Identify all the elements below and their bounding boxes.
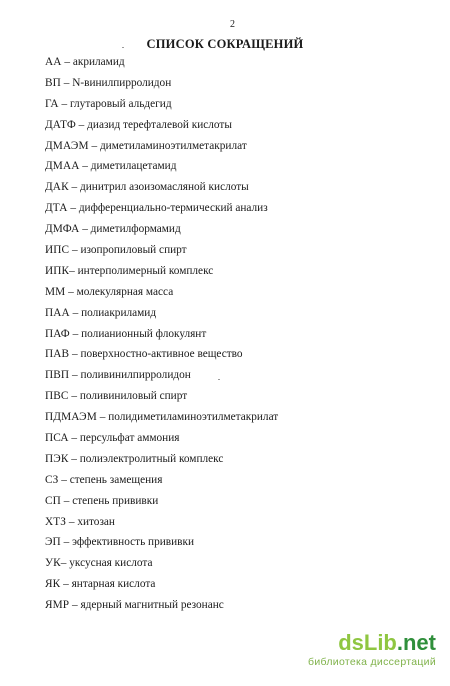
abbreviation-definition: поливиниловый спирт [79, 390, 188, 403]
abbreviation-definition: дифференциально-термический анализ [78, 202, 268, 215]
abbreviation-term: УК [45, 557, 61, 570]
abbreviation-term: ДАТФ [45, 118, 76, 131]
abbreviation-item [45, 556, 278, 577]
abbreviation-item [45, 306, 278, 327]
abbreviation-dash: – [60, 557, 70, 570]
abbreviation-definition: полиэлектролитный комплекс [79, 452, 224, 465]
abbreviation-item [45, 285, 278, 306]
abbreviation-term: ПВП [45, 369, 70, 382]
abbreviation-item [45, 473, 278, 494]
abbreviation-term: ЯМР [45, 599, 70, 612]
abbreviation-dash: – [79, 223, 91, 236]
abbreviation-term: ИПК [45, 264, 70, 277]
abbreviation-term: ПЭК [45, 452, 69, 465]
watermark-logo-part1: dsLib [338, 630, 397, 655]
page-number: 2 [230, 19, 235, 30]
abbreviation-definition: янтарная кислота [71, 578, 156, 591]
abbreviation-item [45, 243, 278, 264]
abbreviation-item [45, 55, 278, 76]
abbreviation-item [45, 118, 278, 139]
abbreviation-item [45, 389, 278, 410]
abbreviation-term: ДМАА [45, 160, 80, 173]
abbreviation-term: ДМАЭМ [45, 139, 89, 152]
abbreviation-definition: полианионный флокулянт [81, 327, 207, 340]
abbreviation-item [45, 535, 278, 556]
abbreviation-item [45, 431, 278, 452]
abbreviation-term: ДМФА [45, 223, 80, 236]
abbreviation-term: ПАФ [45, 327, 70, 340]
abbreviation-term: ВП [45, 76, 61, 89]
abbreviation-dash: – [60, 494, 73, 507]
abbreviation-item [45, 327, 278, 348]
abbreviation-dash: – [60, 536, 73, 549]
abbreviation-item [45, 76, 278, 97]
abbreviation-term: ПАВ [45, 348, 70, 361]
abbreviation-definition: молекулярная масса [76, 285, 174, 298]
abbreviation-definition: ядерный магнитный резонанс [80, 599, 224, 612]
abbreviation-dash: – [96, 411, 109, 424]
abbreviation-term: СЗ [45, 473, 59, 486]
abbreviation-definition: N-винилпирролидон [72, 76, 172, 89]
abbreviation-definition: диметиламиноэтилметакрилат [99, 139, 247, 152]
abbreviation-term: ПАА [45, 306, 70, 319]
abbreviation-definition: хитозан [77, 515, 115, 528]
abbreviation-item [45, 452, 278, 473]
abbreviation-item [45, 577, 278, 598]
abbreviation-item [45, 180, 278, 201]
abbreviation-dash: – [67, 202, 79, 215]
abbreviation-dash: – [88, 139, 100, 152]
abbreviation-definition: акриламид [72, 56, 125, 68]
abbreviation-item [45, 139, 278, 160]
abbreviation-term: ММ [45, 285, 66, 298]
abbreviation-definition: эффективность прививки [72, 536, 195, 549]
abbreviation-dash: – [60, 578, 72, 591]
abbreviation-definition: динитрил азоизомасляной кислоты [80, 181, 249, 194]
abbreviation-term: АА [45, 56, 62, 68]
abbreviation-term: ПСА [45, 432, 69, 445]
scan-speck [122, 47, 124, 48]
abbreviation-definition: интерполимерный комплекс [77, 264, 214, 277]
abbreviation-term: ЯК [45, 578, 61, 591]
abbreviation-dash: – [69, 264, 78, 277]
abbreviation-dash: – [68, 181, 80, 194]
abbreviation-dash: – [69, 599, 81, 612]
abbreviation-definition: степень замещения [69, 473, 163, 486]
abbreviation-term: ИПС [45, 244, 70, 257]
abbreviation-dash: – [69, 244, 81, 257]
abbreviation-definition: изопропиловый спирт [80, 244, 187, 257]
abbreviation-item [45, 222, 278, 243]
watermark-subtitle: библиотека диссертаций [308, 656, 436, 668]
abbreviation-term: ДАК [45, 181, 69, 194]
page-title: СПИСОК СОКРАЩЕНИЙ [146, 37, 304, 51]
abbreviation-list [45, 55, 278, 619]
abbreviation-term: ДТА [45, 202, 68, 215]
abbreviation-definition: персульфат аммония [79, 432, 180, 445]
abbreviation-dash: – [79, 160, 91, 173]
abbreviation-item [45, 347, 278, 368]
watermark [308, 631, 436, 669]
abbreviation-term: ХТЗ [45, 515, 67, 528]
abbreviation-dash: – [69, 348, 81, 361]
abbreviation-definition: уксусная кислота [69, 557, 153, 570]
abbreviation-definition: диметилацетамид [90, 160, 177, 173]
abbreviation-item [45, 159, 278, 180]
abbreviation-definition: полиакриламид [81, 306, 157, 319]
abbreviation-dash: – [58, 473, 70, 486]
abbreviation-item [45, 368, 278, 389]
abbreviation-dash: – [75, 118, 88, 131]
abbreviation-dash: – [69, 306, 82, 319]
abbreviation-item [45, 598, 278, 619]
watermark-logo-part2: .net [396, 630, 436, 655]
abbreviation-dash: – [58, 97, 70, 110]
abbreviation-item [45, 410, 278, 431]
abbreviation-dash: – [66, 515, 78, 528]
abbreviation-definition: полидиметиламиноэтилметакрилат [108, 411, 279, 424]
abbreviation-dash: – [68, 432, 80, 445]
abbreviation-definition: поливинилпирролидон [80, 369, 191, 382]
watermark-logo [308, 631, 436, 655]
abbreviation-term: ПДМАЭМ [45, 411, 97, 424]
abbreviation-item [45, 494, 278, 515]
abbreviation-item [45, 515, 278, 536]
abbreviation-dash: – [65, 285, 77, 298]
abbreviation-item [45, 201, 278, 222]
abbreviation-dash: – [68, 452, 80, 465]
abbreviation-dash: – [69, 327, 82, 340]
abbreviation-item [45, 97, 278, 118]
abbreviation-definition: глутаровый альдегид [69, 97, 172, 110]
abbreviation-dash: – [60, 76, 73, 89]
abbreviation-dash: – [61, 56, 73, 68]
abbreviation-definition: поверхностно-активное вещество [80, 348, 243, 361]
abbreviation-term: ПВС [45, 390, 69, 403]
abbreviation-dash: – [69, 369, 81, 382]
abbreviation-item [45, 264, 278, 285]
abbreviation-dash: – [68, 390, 80, 403]
abbreviation-term: ЭП [45, 536, 61, 549]
scan-speck [218, 379, 220, 380]
abbreviation-definition: диазид терефталевой кислоты [87, 118, 232, 131]
abbreviation-definition: диметилформамид [90, 223, 181, 236]
abbreviation-term: ГА [45, 97, 59, 110]
abbreviation-term: СП [45, 494, 61, 507]
abbreviation-definition: степень прививки [72, 494, 159, 507]
